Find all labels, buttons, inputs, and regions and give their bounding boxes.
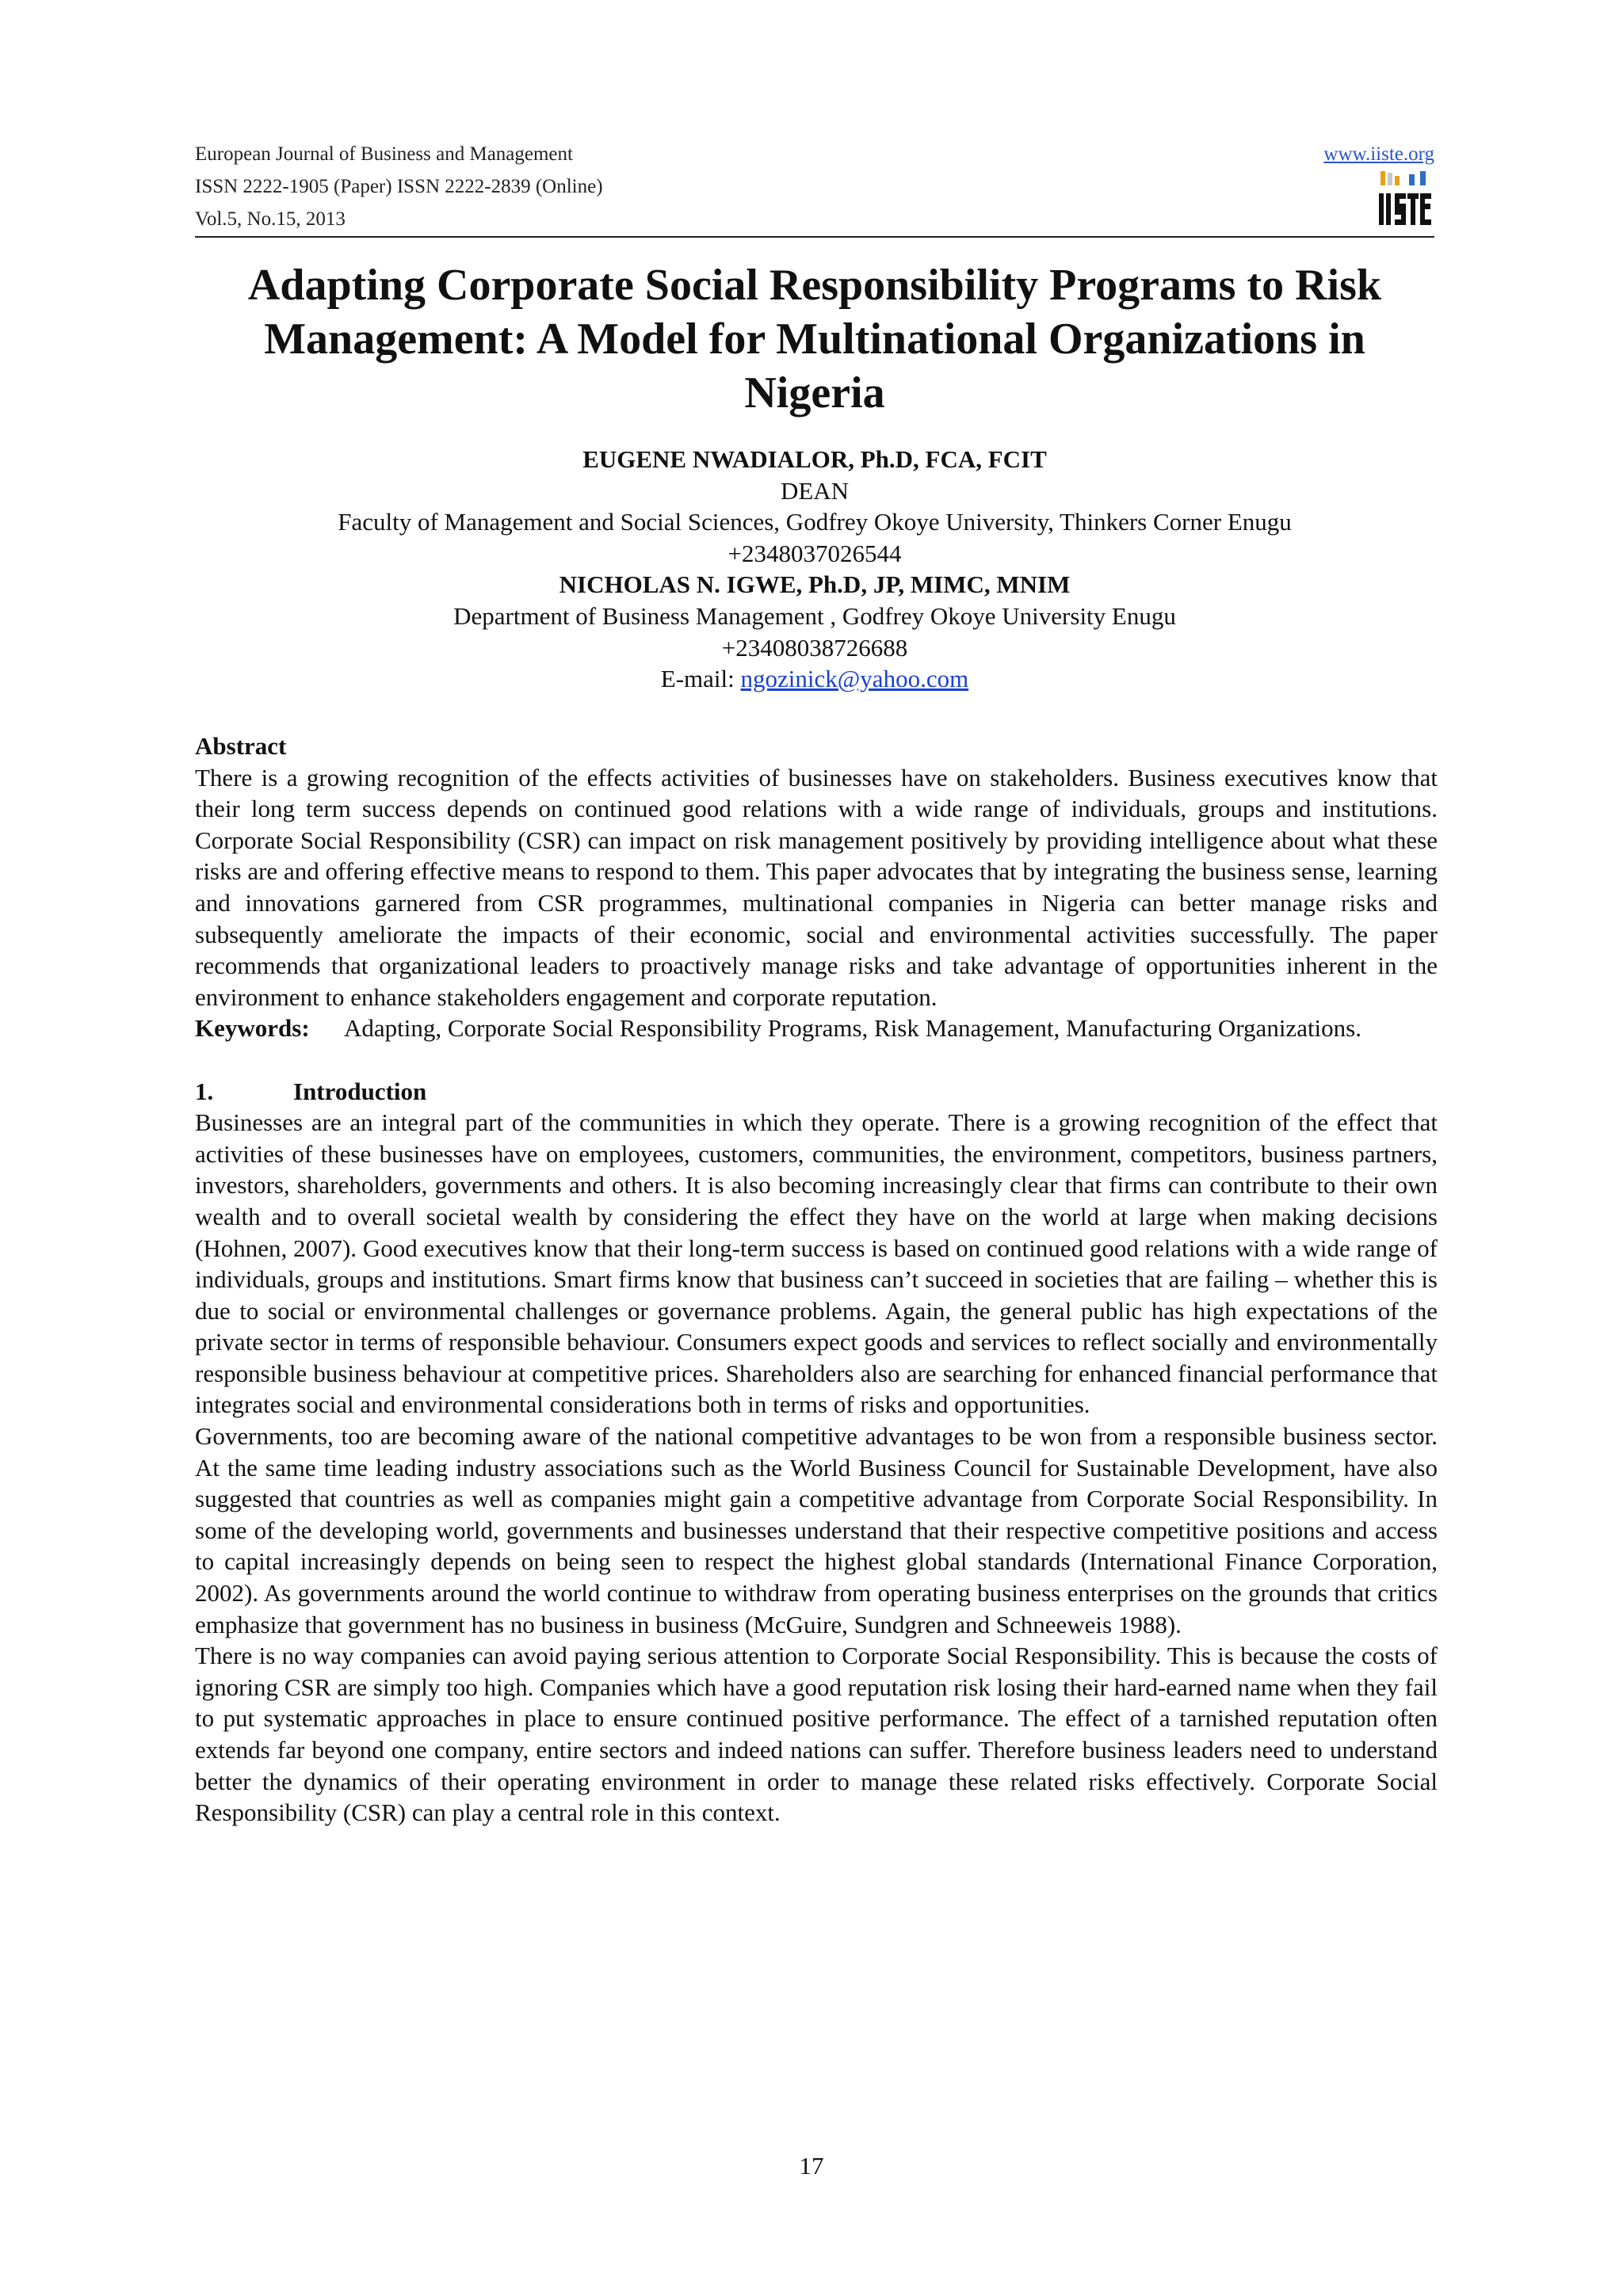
intro-paragraph-3: There is no way companies can avoid paying serious attention to Corporate Social Responsibility. This is because the costs of ignoring CSR are simply too high. Companies which have a good reputation risk losing their hard-earned name when they fail to put systematic approaches in place to ensure continued positive performance. The effect of a tarnished reputation often extends far beyond one company, entire sectors and indeed nations can suffer. Therefore business leaders need to understand better the dynamics of their operating environment in order to manage these related risks effectively. Corporate Social Responsibility (CSR) can play a central role in this context. [195, 1642, 1438, 1827]
email-label: E-mail: [660, 665, 741, 693]
author-block [195, 444, 1434, 695]
section-title: Introduction [293, 1077, 427, 1105]
paper-body [195, 730, 1438, 1829]
abstract-heading: Abstract [195, 732, 287, 760]
intro-paragraph-2: Governments, too are becoming aware of the national competitive advantages to be won from a responsible business sector. At the same time leading industry associations such as the World Business Council for Sustainable Development, have also suggested that countries as well as companies might gain a competitive advantage from Corporate Social Responsibility. In some of the developing world, governments and businesses understand that their respective competitive positions and access to capital increasingly depends on being seen to respect the highest global standards (International Finance Corporation, 2002). As governments around the world continue to withdraw from operating business enterprises on the grounds that critics emphasize that government has no business in business (McGuire, Sundgren and Schneeweis 1988). [195, 1422, 1438, 1638]
journal-name: European Journal of Business and Management [195, 143, 573, 165]
intro-paragraph-1: Businesses are an integral part of the communities in which they operate. There is a growing recognition of the effect that activities of these businesses have on employees, customers, communities, the environment, competitors, business partners, investors, shareholders, governments and others. It is also becoming increasingly clear that firms can contribute to their own wealth and to overall societal wealth by considering the effect they have on the world at large when making decisions (Hohnen, 2007). Good executives know that their long-term success is based on continued good relations with a wide range of individuals, groups and institutions. Smart firms know that business can’t succeed in societies that are failing – whether this is due to social or environmental challenges or governance problems. Again, the general public has high expectations of the private sector in terms of responsible behaviour. Consumers expect goods and services to reflect socially and environmentally responsible business behaviour at competitive prices. Shareholders also are searching for enhanced financial performance that integrates social and environmental considerations both in terms of risks and opportunities. [195, 1108, 1438, 1419]
author1-phone: +2348037026544 [727, 539, 902, 567]
author2-phone: +23408038726688 [721, 633, 908, 662]
keywords-label: Keywords: [195, 1014, 310, 1043]
journal-url-link[interactable]: www.iiste.org [1323, 143, 1434, 165]
keywords-line [195, 1013, 1438, 1044]
journal-header [195, 138, 603, 235]
keywords-text: Adapting, Corporate Social Responsibility Programs, Risk Management, Manufacturing Organizations. [344, 1014, 1361, 1043]
author2-name: NICHOLAS N. IGWE, Ph.D, JP, MIMC, MNIM [559, 570, 1071, 599]
abstract-text: There is a growing recognition of the effects activities of businesses have on stakeholders. Business executives know that their long term success depends on continued good relations with a wide range of individuals, groups and institutions. Corporate Social Responsibility (CSR) can impact on risk management positively by providing intelligence about what these risks are and offering effective means to respond to them. This paper advocates that by integrating the business sense, learning and innovations garnered from CSR programmes, multinational companies in Nigeria can better manage risks and subsequently ameliorate the impacts of their economic, social and environmental activities successfully. The paper recommends that organizational leaders to proactively manage risks and take advantage of opportunities inherent in the environment to enhance stakeholders engagement and corporate reputation. [195, 763, 1438, 1011]
author1-name: EUGENE NWADIALOR, Ph.D, FCA, FCIT [582, 445, 1047, 473]
author2-affiliation: Department of Business Management , Godfrey Okoye University Enugu [453, 601, 1176, 630]
introduction-heading [195, 1076, 1438, 1108]
page-number: 17 [799, 2152, 824, 2180]
iiste-logo [1377, 170, 1433, 230]
author-email-line [195, 663, 1434, 695]
section-number: 1. [195, 1077, 214, 1105]
email-link[interactable]: ngozinick@yahoo.com [740, 665, 969, 693]
section-gap [195, 1044, 1438, 1076]
author1-position: DEAN [780, 476, 850, 505]
paper-title: Adapting Corporate Social Responsibility Programs to Risk Management: A Model for Multinational Organizations in Nigeria [247, 261, 1382, 418]
author1-affiliation: Faculty of Management and Social Sciences, Godfrey Okoye University, Thinkers Corner Enugu [338, 508, 1292, 536]
header-rule [195, 236, 1434, 238]
journal-volume: Vol.5, No.15, 2013 [195, 208, 346, 230]
journal-issn: ISSN 2222-1905 (Paper) ISSN 2222-2839 (Online) [195, 176, 603, 197]
